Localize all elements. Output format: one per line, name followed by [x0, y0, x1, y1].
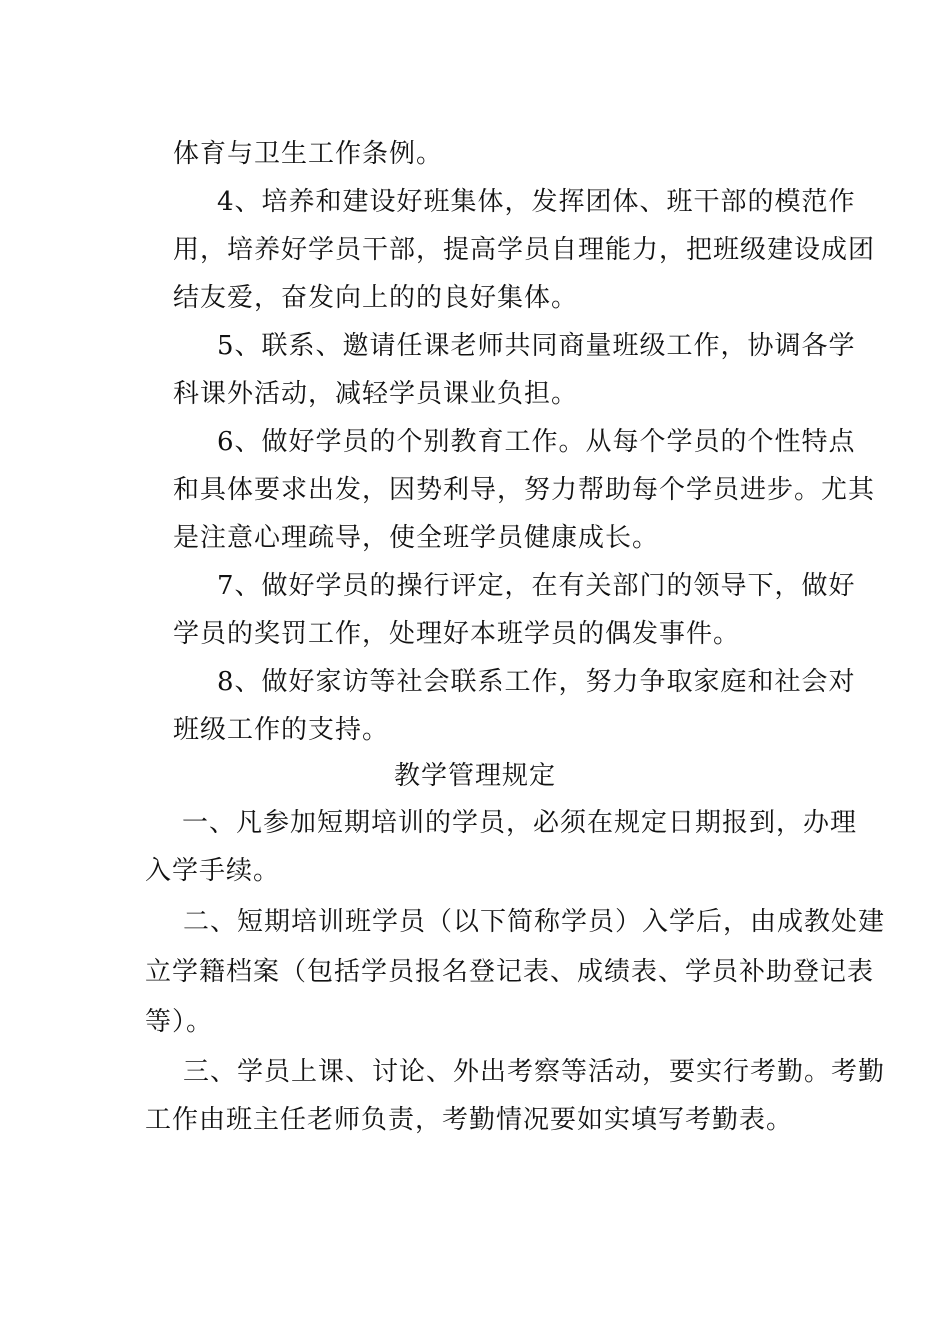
text-line: 是注意心理疏导，使全班学员健康成长。 [173, 523, 660, 553]
text-line: 科课外活动，减轻学员课业负担。 [173, 379, 579, 409]
text-line: 和具体要求出发，因势利导，努力帮助每个学员进步。尤其 [173, 475, 876, 505]
text-line: 8、做好家访等社会联系工作，努力争取家庭和社会对 [217, 667, 856, 697]
text-line: 结友爱，奋发向上的的良好集体。 [173, 283, 579, 313]
text-line: 班级工作的支持。 [173, 715, 390, 745]
text-line: 入学手续。 [145, 856, 281, 886]
text-line: 体育与卫生工作条例。 [173, 139, 444, 169]
text-line: 二、短期培训班学员（以下简称学员）入学后，由成教处建 [183, 907, 886, 937]
text-line: 6、做好学员的个别教育工作。从每个学员的个性特点 [217, 427, 856, 457]
text-line: 5、联系、邀请任课老师共同商量班级工作，协调各学 [217, 331, 856, 361]
text-line: 7、做好学员的操行评定，在有关部门的领导下，做好 [217, 571, 856, 601]
text-line: 三、学员上课、讨论、外出考察等活动，要实行考勤。考勤 [183, 1057, 886, 1087]
text-line: 工作由班主任老师负责，考勤情况要如实填写考勤表。 [145, 1105, 794, 1135]
text-line: 等）。 [145, 1007, 214, 1037]
text-line: 用，培养好学员干部，提高学员自理能力，把班级建设成团 [173, 235, 876, 265]
text-line: 4、培养和建设好班集体，发挥团体、班干部的模范作 [217, 187, 856, 217]
text-line: 学员的奖罚工作，处理好本班学员的偶发事件。 [173, 619, 741, 649]
text-line: 立学籍档案（包括学员报名登记表、成绩表、学员补助登记表 [145, 957, 875, 987]
section-title: 教学管理规定 [393, 761, 556, 791]
text-line: 一、凡参加短期培训的学员，必须在规定日期报到，办理 [182, 808, 858, 838]
